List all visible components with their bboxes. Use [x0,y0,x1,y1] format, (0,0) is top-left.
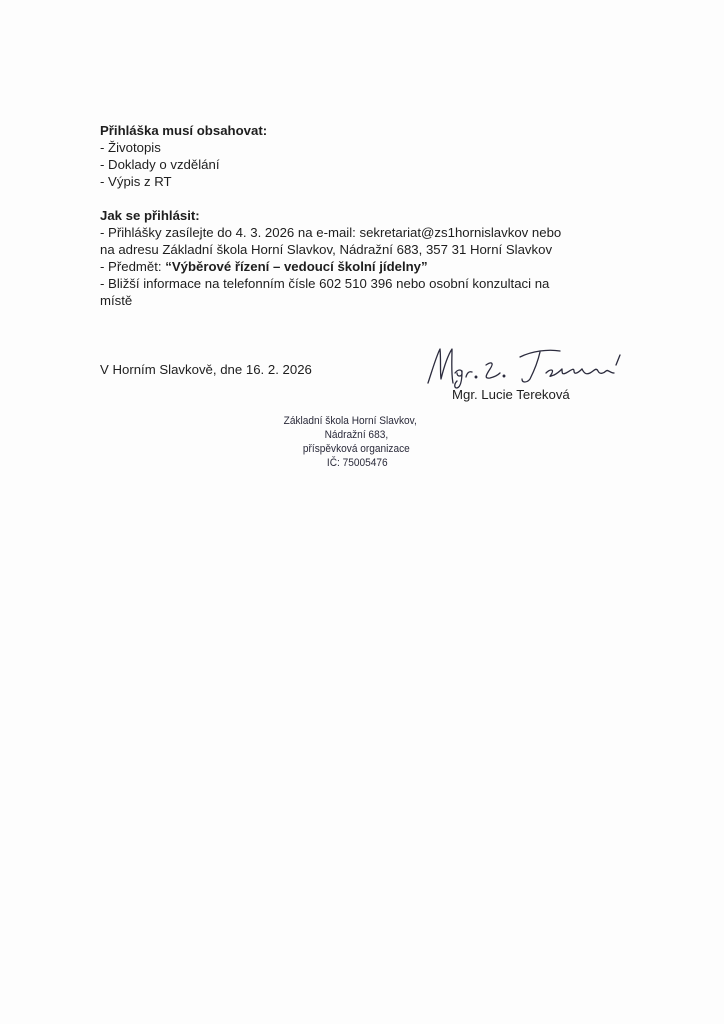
how-to-apply-section [100,207,640,309]
apply-info-line-cont: místě [100,293,133,308]
subject-value: “Výběrové řízení – vedoucí školní jídelny” [165,259,428,274]
subject-prefix: - Předmět: [100,259,166,274]
signer-name: Mgr. Lucie Tereková [452,387,570,402]
requirement-item: - Výpis z RT [100,174,172,189]
apply-info-line: - Bližší informace na telefonním čísle 602 510 396 nebo osobní konzultaci na [100,276,550,291]
place-date: V Horním Slavkově, dne 16. 2. 2026 [100,362,312,377]
requirements-heading: Přihláška musí obsahovat: [100,123,268,138]
document-body [100,122,640,309]
school-stamp [280,414,427,470]
stamp-line-org-type: příspěvková organizace [302,443,410,455]
apply-subject-line [100,258,640,275]
stamp-line-id: IČ: 75005476 [326,457,388,469]
requirements-list [100,139,640,190]
handwritten-signature [424,343,634,389]
apply-deadline-line: - Přihlášky zasílejte do 4. 3. 2026 na e-mail: sekretariat@zs1hornislavkov nebo [100,225,562,240]
requirement-item: - Doklady o vzdělání [100,157,220,172]
stamp-line-school: Základní škola Horní Slavkov, [283,415,417,427]
apply-address-line: na adresu Základní škola Horní Slavkov, Nádražní 683, 357 31 Horní Slavkov [100,242,553,257]
stamp-line-address: Nádražní 683, [324,429,389,441]
requirement-item: - Životopis [100,140,161,155]
how-to-apply-heading: Jak se přihlásit: [100,208,200,223]
